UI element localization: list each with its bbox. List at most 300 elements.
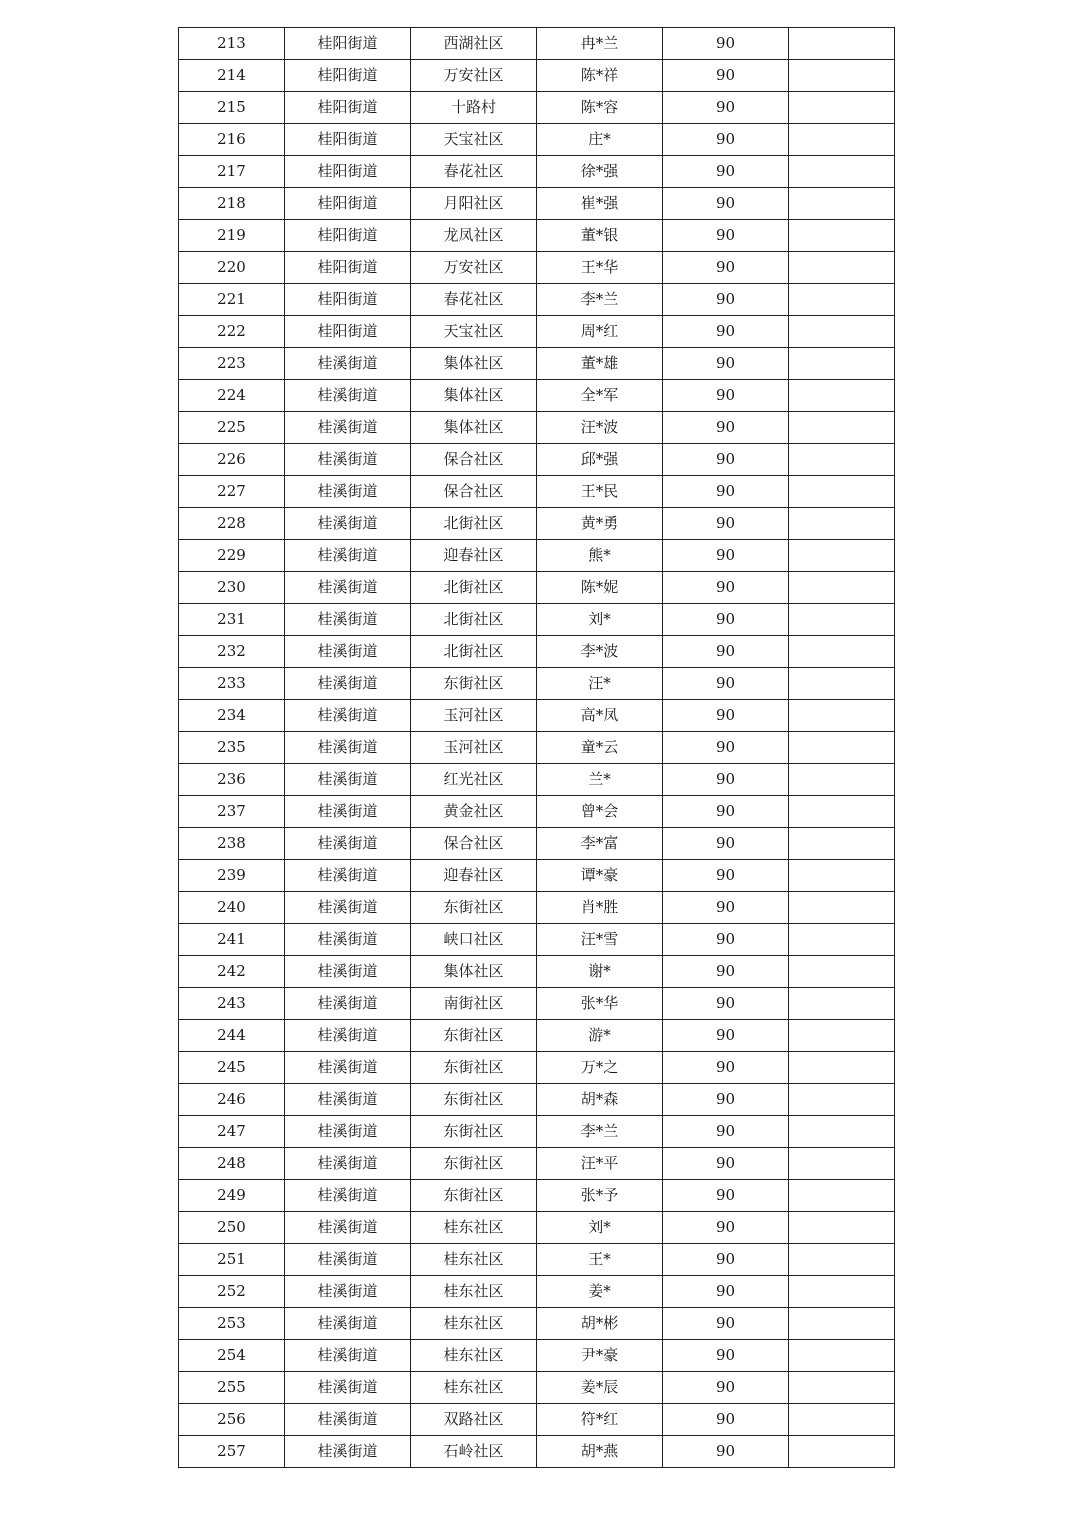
name-cell: 肖*胜	[537, 892, 663, 924]
score-cell: 90	[663, 28, 789, 60]
table-row	[179, 156, 895, 188]
note-cell	[789, 1148, 895, 1180]
note-cell	[789, 508, 895, 540]
community-cell: 北街社区	[411, 604, 537, 636]
name-cell: 徐*强	[537, 156, 663, 188]
row-number-cell: 213	[179, 28, 285, 60]
table-row	[179, 252, 895, 284]
row-number-cell: 221	[179, 284, 285, 316]
row-number-cell: 220	[179, 252, 285, 284]
note-cell	[789, 796, 895, 828]
street-cell: 桂溪街道	[285, 348, 411, 380]
row-number-cell: 246	[179, 1084, 285, 1116]
street-cell: 桂溪街道	[285, 1148, 411, 1180]
score-cell: 90	[663, 380, 789, 412]
table-row	[179, 1244, 895, 1276]
community-cell: 红光社区	[411, 764, 537, 796]
score-cell: 90	[663, 60, 789, 92]
score-cell: 90	[663, 348, 789, 380]
note-cell	[789, 956, 895, 988]
community-cell: 春花社区	[411, 156, 537, 188]
community-cell: 东街社区	[411, 1020, 537, 1052]
name-cell: 王*民	[537, 476, 663, 508]
note-cell	[789, 1212, 895, 1244]
community-cell: 十路村	[411, 92, 537, 124]
table-row	[179, 604, 895, 636]
row-number-cell: 236	[179, 764, 285, 796]
community-cell: 峡口社区	[411, 924, 537, 956]
note-cell	[789, 668, 895, 700]
name-cell: 崔*强	[537, 188, 663, 220]
street-cell: 桂阳街道	[285, 156, 411, 188]
note-cell	[789, 60, 895, 92]
score-cell: 90	[663, 1020, 789, 1052]
note-cell	[789, 156, 895, 188]
score-cell: 90	[663, 860, 789, 892]
table-row	[179, 284, 895, 316]
row-number-cell: 238	[179, 828, 285, 860]
row-number-cell: 254	[179, 1340, 285, 1372]
table-row	[179, 28, 895, 60]
name-cell: 曾*会	[537, 796, 663, 828]
table-row	[179, 316, 895, 348]
score-cell: 90	[663, 540, 789, 572]
street-cell: 桂溪街道	[285, 732, 411, 764]
table-row	[179, 828, 895, 860]
street-cell: 桂溪街道	[285, 700, 411, 732]
note-cell	[789, 540, 895, 572]
score-cell: 90	[663, 1116, 789, 1148]
name-cell: 熊*	[537, 540, 663, 572]
name-cell: 王*	[537, 1244, 663, 1276]
score-cell: 90	[663, 156, 789, 188]
table-row	[179, 508, 895, 540]
score-cell: 90	[663, 604, 789, 636]
table-row	[179, 892, 895, 924]
row-number-cell: 255	[179, 1372, 285, 1404]
table-row	[179, 796, 895, 828]
name-cell: 王*华	[537, 252, 663, 284]
score-cell: 90	[663, 700, 789, 732]
row-number-cell: 250	[179, 1212, 285, 1244]
community-cell: 桂东社区	[411, 1212, 537, 1244]
row-number-cell: 235	[179, 732, 285, 764]
table-row	[179, 572, 895, 604]
note-cell	[789, 1276, 895, 1308]
row-number-cell: 244	[179, 1020, 285, 1052]
community-cell: 南街社区	[411, 988, 537, 1020]
note-cell	[789, 732, 895, 764]
street-cell: 桂溪街道	[285, 444, 411, 476]
row-number-cell: 247	[179, 1116, 285, 1148]
score-cell: 90	[663, 636, 789, 668]
note-cell	[789, 1180, 895, 1212]
row-number-cell: 225	[179, 412, 285, 444]
street-cell: 桂溪街道	[285, 572, 411, 604]
score-cell: 90	[663, 892, 789, 924]
note-cell	[789, 860, 895, 892]
street-cell: 桂溪街道	[285, 892, 411, 924]
score-cell: 90	[663, 1052, 789, 1084]
name-cell: 黄*勇	[537, 508, 663, 540]
table-row	[179, 732, 895, 764]
row-number-cell: 240	[179, 892, 285, 924]
note-cell	[789, 284, 895, 316]
table-row	[179, 1052, 895, 1084]
row-number-cell: 226	[179, 444, 285, 476]
score-cell: 90	[663, 124, 789, 156]
table-row	[179, 860, 895, 892]
community-cell: 北街社区	[411, 636, 537, 668]
name-cell: 汪*平	[537, 1148, 663, 1180]
table-row	[179, 1148, 895, 1180]
row-number-cell: 231	[179, 604, 285, 636]
name-cell: 陈*妮	[537, 572, 663, 604]
score-cell: 90	[663, 1084, 789, 1116]
name-cell: 尹*豪	[537, 1340, 663, 1372]
name-cell: 胡*彬	[537, 1308, 663, 1340]
street-cell: 桂溪街道	[285, 1084, 411, 1116]
street-cell: 桂溪街道	[285, 668, 411, 700]
name-cell: 汪*雪	[537, 924, 663, 956]
score-cell: 90	[663, 92, 789, 124]
street-cell: 桂溪街道	[285, 988, 411, 1020]
row-number-cell: 245	[179, 1052, 285, 1084]
street-cell: 桂阳街道	[285, 220, 411, 252]
table-row	[179, 636, 895, 668]
table-row	[179, 348, 895, 380]
note-cell	[789, 1436, 895, 1468]
street-cell: 桂溪街道	[285, 1404, 411, 1436]
score-cell: 90	[663, 1276, 789, 1308]
table-row	[179, 700, 895, 732]
table-row	[179, 124, 895, 156]
score-cell: 90	[663, 284, 789, 316]
name-cell: 邱*强	[537, 444, 663, 476]
table-row	[179, 764, 895, 796]
score-cell: 90	[663, 924, 789, 956]
row-number-cell: 224	[179, 380, 285, 412]
score-cell: 90	[663, 828, 789, 860]
community-cell: 桂东社区	[411, 1308, 537, 1340]
note-cell	[789, 1308, 895, 1340]
street-cell: 桂阳街道	[285, 60, 411, 92]
community-cell: 西湖社区	[411, 28, 537, 60]
note-cell	[789, 828, 895, 860]
community-cell: 桂东社区	[411, 1372, 537, 1404]
street-cell: 桂阳街道	[285, 28, 411, 60]
score-cell: 90	[663, 1148, 789, 1180]
table-row	[179, 444, 895, 476]
score-cell: 90	[663, 764, 789, 796]
street-cell: 桂溪街道	[285, 796, 411, 828]
note-cell	[789, 1404, 895, 1436]
note-cell	[789, 124, 895, 156]
name-cell: 李*兰	[537, 1116, 663, 1148]
name-cell: 谭*豪	[537, 860, 663, 892]
table-row	[179, 956, 895, 988]
table-row	[179, 540, 895, 572]
name-cell: 陈*祥	[537, 60, 663, 92]
score-cell: 90	[663, 572, 789, 604]
street-cell: 桂溪街道	[285, 764, 411, 796]
table-row	[179, 92, 895, 124]
name-cell: 张*予	[537, 1180, 663, 1212]
community-cell: 万安社区	[411, 252, 537, 284]
community-cell: 天宝社区	[411, 124, 537, 156]
name-cell: 汪*	[537, 668, 663, 700]
name-cell: 李*兰	[537, 284, 663, 316]
name-cell: 董*雄	[537, 348, 663, 380]
score-cell: 90	[663, 476, 789, 508]
note-cell	[789, 316, 895, 348]
community-cell: 东街社区	[411, 668, 537, 700]
note-cell	[789, 252, 895, 284]
community-cell: 双路社区	[411, 1404, 537, 1436]
row-number-cell: 237	[179, 796, 285, 828]
note-cell	[789, 1372, 895, 1404]
score-cell: 90	[663, 252, 789, 284]
note-cell	[789, 1020, 895, 1052]
note-cell	[789, 220, 895, 252]
street-cell: 桂溪街道	[285, 1308, 411, 1340]
community-cell: 天宝社区	[411, 316, 537, 348]
name-cell: 冉*兰	[537, 28, 663, 60]
name-cell: 陈*容	[537, 92, 663, 124]
row-number-cell: 218	[179, 188, 285, 220]
row-number-cell: 219	[179, 220, 285, 252]
community-cell: 保合社区	[411, 444, 537, 476]
score-cell: 90	[663, 796, 789, 828]
street-cell: 桂溪街道	[285, 380, 411, 412]
note-cell	[789, 1340, 895, 1372]
row-number-cell: 229	[179, 540, 285, 572]
row-number-cell: 217	[179, 156, 285, 188]
name-cell: 高*凤	[537, 700, 663, 732]
row-number-cell: 222	[179, 316, 285, 348]
street-cell: 桂溪街道	[285, 508, 411, 540]
note-cell	[789, 572, 895, 604]
street-cell: 桂溪街道	[285, 540, 411, 572]
row-number-cell: 253	[179, 1308, 285, 1340]
community-cell: 龙凤社区	[411, 220, 537, 252]
name-cell: 庄*	[537, 124, 663, 156]
community-cell: 月阳社区	[411, 188, 537, 220]
community-cell: 东街社区	[411, 892, 537, 924]
table-row	[179, 1340, 895, 1372]
note-cell	[789, 988, 895, 1020]
community-cell: 集体社区	[411, 348, 537, 380]
street-cell: 桂溪街道	[285, 1340, 411, 1372]
street-cell: 桂溪街道	[285, 1372, 411, 1404]
street-cell: 桂溪街道	[285, 1212, 411, 1244]
community-cell: 桂东社区	[411, 1244, 537, 1276]
table-row	[179, 1020, 895, 1052]
row-number-cell: 251	[179, 1244, 285, 1276]
street-cell: 桂溪街道	[285, 1180, 411, 1212]
note-cell	[789, 1116, 895, 1148]
roster-table	[178, 27, 895, 1468]
community-cell: 迎春社区	[411, 540, 537, 572]
street-cell: 桂溪街道	[285, 1116, 411, 1148]
table-row	[179, 1372, 895, 1404]
note-cell	[789, 1244, 895, 1276]
street-cell: 桂溪街道	[285, 636, 411, 668]
row-number-cell: 214	[179, 60, 285, 92]
note-cell	[789, 1084, 895, 1116]
note-cell	[789, 476, 895, 508]
row-number-cell: 230	[179, 572, 285, 604]
table-row	[179, 668, 895, 700]
table-row	[179, 220, 895, 252]
row-number-cell: 239	[179, 860, 285, 892]
score-cell: 90	[663, 1180, 789, 1212]
row-number-cell: 243	[179, 988, 285, 1020]
table-row	[179, 380, 895, 412]
table-row	[179, 476, 895, 508]
street-cell: 桂阳街道	[285, 252, 411, 284]
score-cell: 90	[663, 1308, 789, 1340]
name-cell: 周*红	[537, 316, 663, 348]
community-cell: 集体社区	[411, 956, 537, 988]
score-cell: 90	[663, 1212, 789, 1244]
table-row	[179, 1180, 895, 1212]
name-cell: 刘*	[537, 1212, 663, 1244]
name-cell: 李*波	[537, 636, 663, 668]
street-cell: 桂溪街道	[285, 1244, 411, 1276]
table-row	[179, 412, 895, 444]
note-cell	[789, 188, 895, 220]
community-cell: 北街社区	[411, 508, 537, 540]
name-cell: 胡*燕	[537, 1436, 663, 1468]
row-number-cell: 248	[179, 1148, 285, 1180]
row-number-cell: 227	[179, 476, 285, 508]
community-cell: 北街社区	[411, 572, 537, 604]
row-number-cell: 232	[179, 636, 285, 668]
note-cell	[789, 1052, 895, 1084]
name-cell: 刘*	[537, 604, 663, 636]
street-cell: 桂溪街道	[285, 412, 411, 444]
row-number-cell: 228	[179, 508, 285, 540]
street-cell: 桂阳街道	[285, 188, 411, 220]
row-number-cell: 216	[179, 124, 285, 156]
community-cell: 迎春社区	[411, 860, 537, 892]
note-cell	[789, 700, 895, 732]
community-cell: 桂东社区	[411, 1276, 537, 1308]
score-cell: 90	[663, 668, 789, 700]
note-cell	[789, 92, 895, 124]
street-cell: 桂溪街道	[285, 1020, 411, 1052]
community-cell: 保合社区	[411, 828, 537, 860]
community-cell: 东街社区	[411, 1084, 537, 1116]
street-cell: 桂阳街道	[285, 124, 411, 156]
table-row	[179, 1276, 895, 1308]
community-cell: 石岭社区	[411, 1436, 537, 1468]
row-number-cell: 252	[179, 1276, 285, 1308]
table-row	[179, 1308, 895, 1340]
community-cell: 东街社区	[411, 1180, 537, 1212]
name-cell: 张*华	[537, 988, 663, 1020]
row-number-cell: 233	[179, 668, 285, 700]
street-cell: 桂阳街道	[285, 92, 411, 124]
roster-table-body	[179, 28, 895, 1468]
table-row	[179, 188, 895, 220]
score-cell: 90	[663, 220, 789, 252]
score-cell: 90	[663, 956, 789, 988]
community-cell: 黄金社区	[411, 796, 537, 828]
community-cell: 保合社区	[411, 476, 537, 508]
community-cell: 春花社区	[411, 284, 537, 316]
table-row	[179, 1404, 895, 1436]
street-cell: 桂溪街道	[285, 476, 411, 508]
row-number-cell: 215	[179, 92, 285, 124]
score-cell: 90	[663, 444, 789, 476]
score-cell: 90	[663, 1372, 789, 1404]
name-cell: 符*红	[537, 1404, 663, 1436]
score-cell: 90	[663, 508, 789, 540]
street-cell: 桂溪街道	[285, 1052, 411, 1084]
community-cell: 东街社区	[411, 1148, 537, 1180]
table-row	[179, 60, 895, 92]
community-cell: 桂东社区	[411, 1340, 537, 1372]
note-cell	[789, 380, 895, 412]
score-cell: 90	[663, 1404, 789, 1436]
name-cell: 姜*	[537, 1276, 663, 1308]
name-cell: 兰*	[537, 764, 663, 796]
street-cell: 桂阳街道	[285, 316, 411, 348]
street-cell: 桂溪街道	[285, 956, 411, 988]
community-cell: 万安社区	[411, 60, 537, 92]
community-cell: 玉河社区	[411, 732, 537, 764]
street-cell: 桂溪街道	[285, 828, 411, 860]
score-cell: 90	[663, 732, 789, 764]
name-cell: 游*	[537, 1020, 663, 1052]
row-number-cell: 234	[179, 700, 285, 732]
note-cell	[789, 604, 895, 636]
community-cell: 集体社区	[411, 412, 537, 444]
note-cell	[789, 444, 895, 476]
name-cell: 全*军	[537, 380, 663, 412]
table-row	[179, 1212, 895, 1244]
row-number-cell: 249	[179, 1180, 285, 1212]
score-cell: 90	[663, 316, 789, 348]
note-cell	[789, 412, 895, 444]
note-cell	[789, 636, 895, 668]
name-cell: 汪*波	[537, 412, 663, 444]
row-number-cell: 242	[179, 956, 285, 988]
score-cell: 90	[663, 412, 789, 444]
table-row	[179, 924, 895, 956]
table-row	[179, 1084, 895, 1116]
community-cell: 集体社区	[411, 380, 537, 412]
score-cell: 90	[663, 188, 789, 220]
street-cell: 桂溪街道	[285, 1436, 411, 1468]
score-cell: 90	[663, 1436, 789, 1468]
name-cell: 万*之	[537, 1052, 663, 1084]
score-cell: 90	[663, 1340, 789, 1372]
community-cell: 东街社区	[411, 1052, 537, 1084]
name-cell: 胡*森	[537, 1084, 663, 1116]
score-cell: 90	[663, 1244, 789, 1276]
table-row	[179, 1436, 895, 1468]
note-cell	[789, 348, 895, 380]
street-cell: 桂阳街道	[285, 284, 411, 316]
street-cell: 桂溪街道	[285, 924, 411, 956]
note-cell	[789, 764, 895, 796]
name-cell: 姜*辰	[537, 1372, 663, 1404]
note-cell	[789, 892, 895, 924]
street-cell: 桂溪街道	[285, 1276, 411, 1308]
